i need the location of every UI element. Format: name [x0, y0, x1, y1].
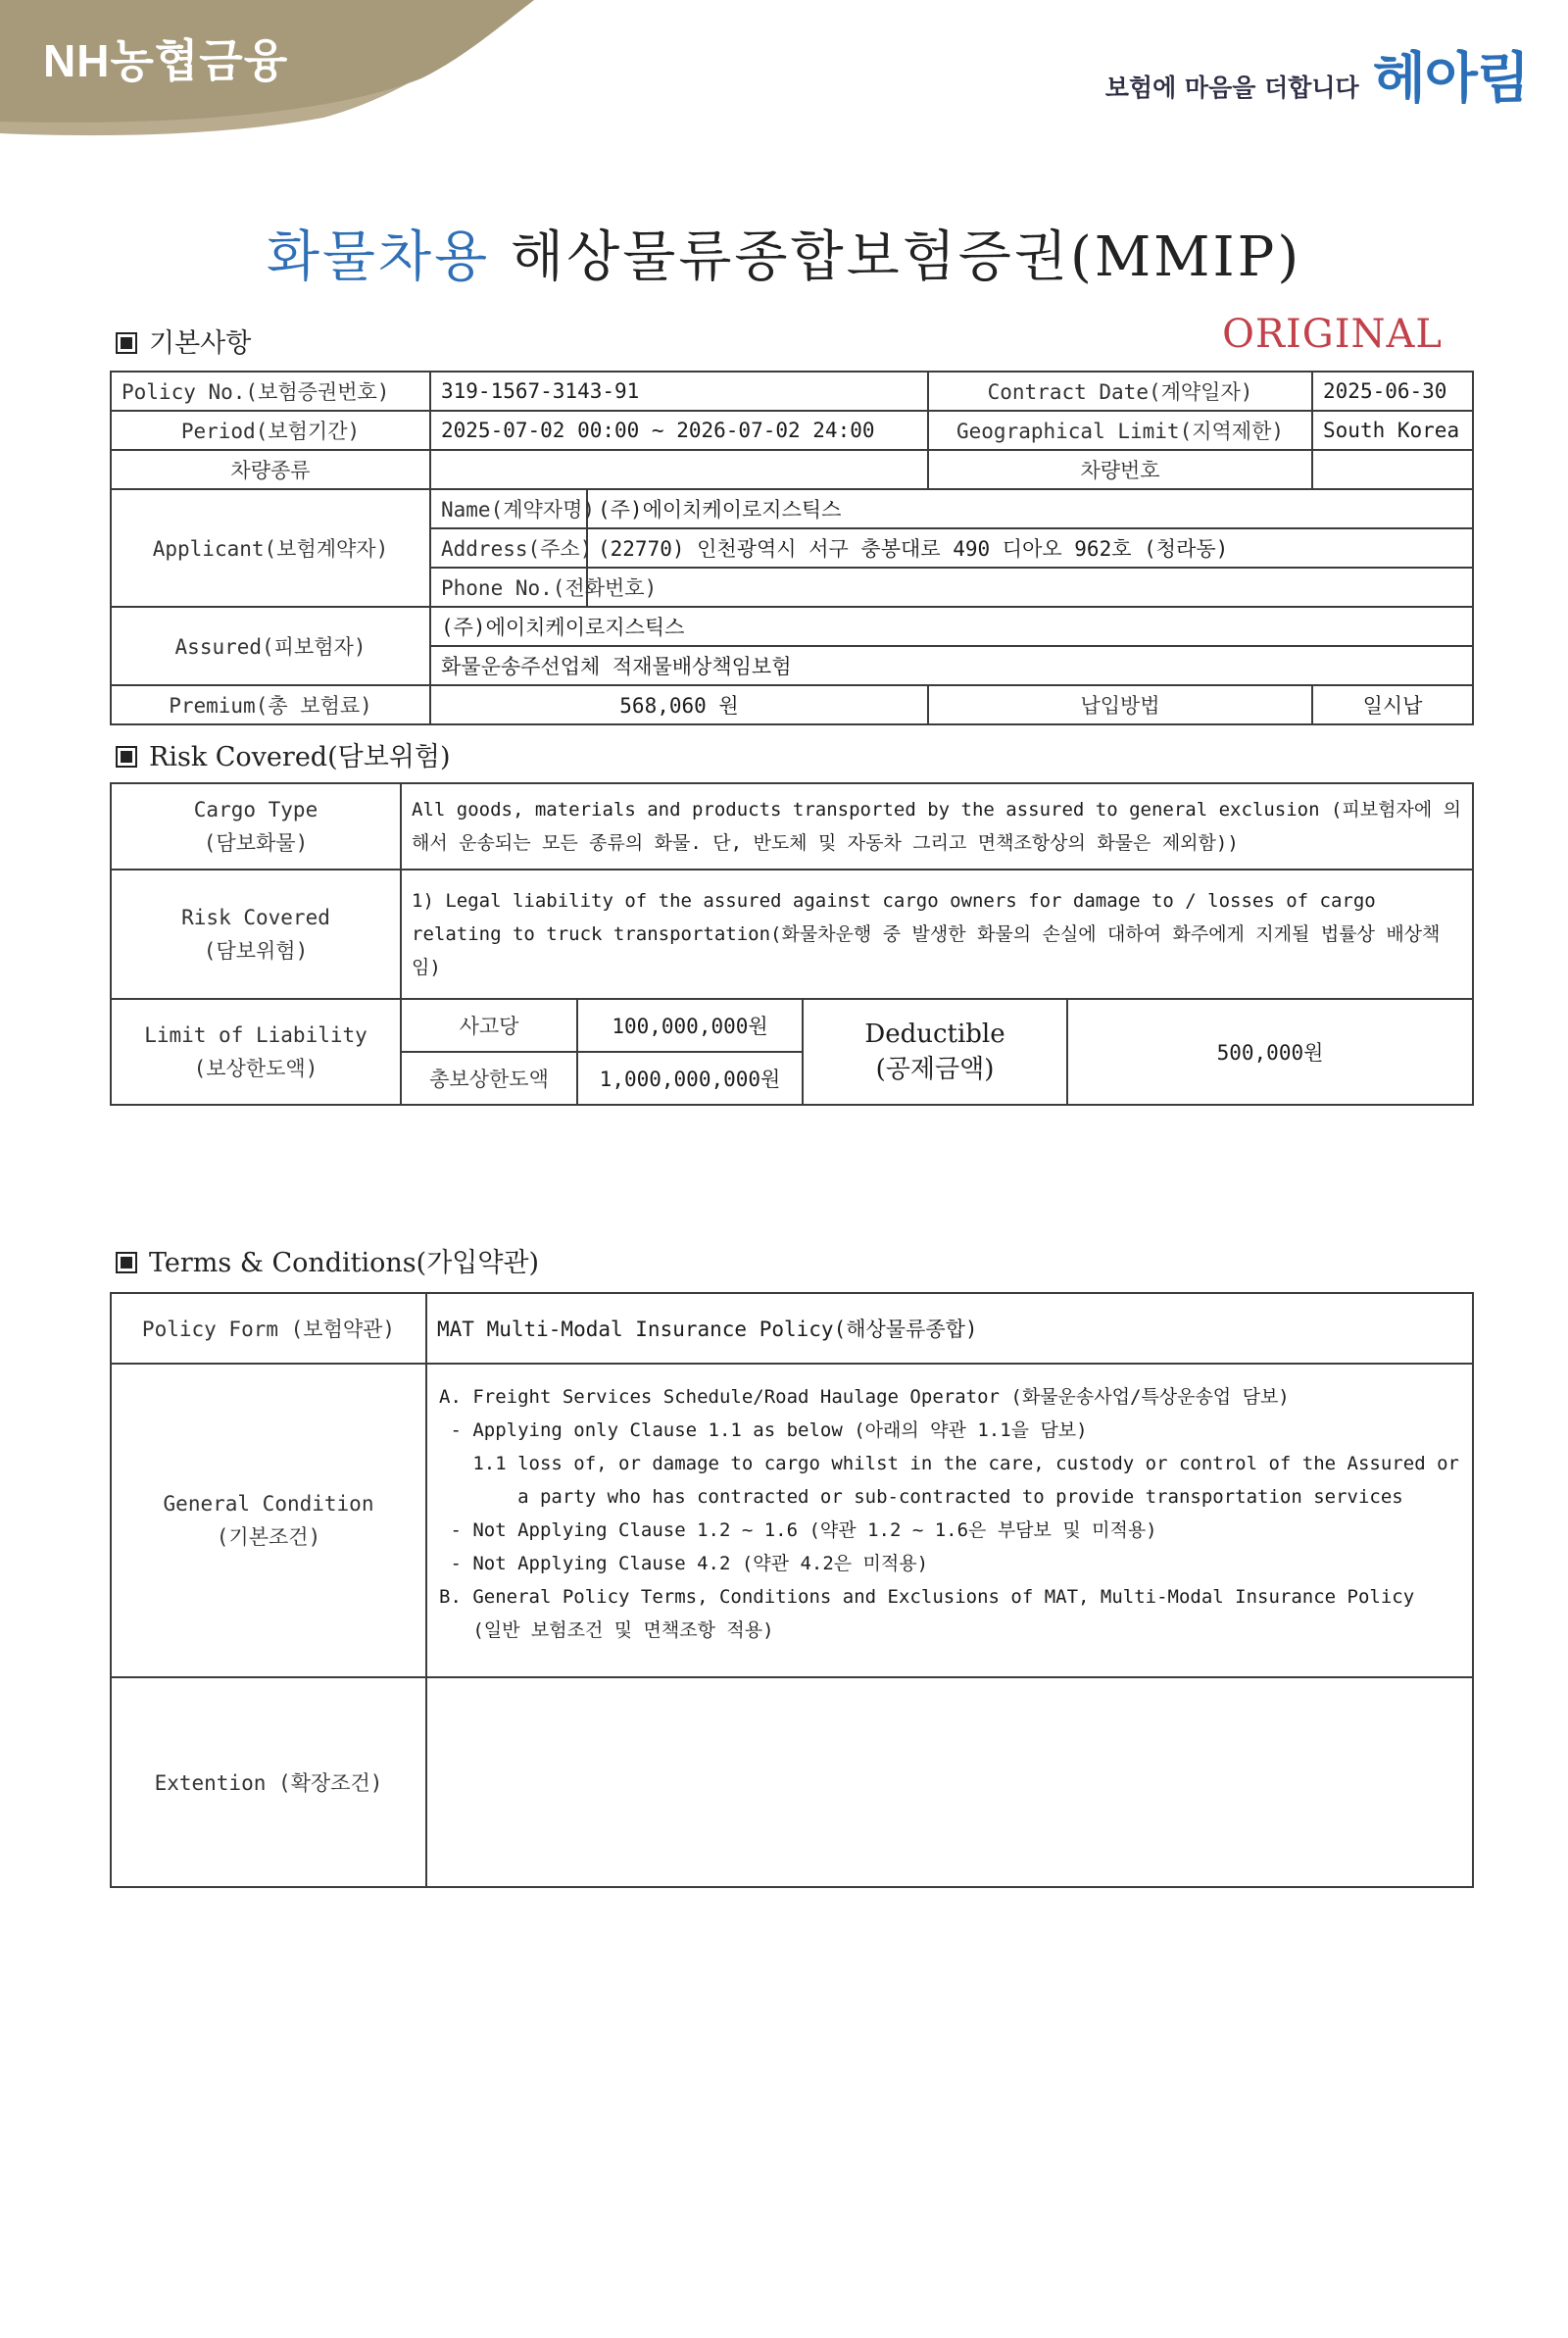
general-condition-line: 1.1 loss of, or damage to cargo whilst in the care, custody or control of the Assured or: [439, 1453, 1459, 1474]
limit-liability-label: Limit of Liability (보상한도액): [111, 999, 401, 1105]
applicant-name-value: (주)에이치케이로지스틱스: [587, 489, 1473, 528]
payment-method-label: 납입방법: [928, 685, 1312, 724]
policy-form-value: MAT Multi-Modal Insurance Policy(해상물류종합): [426, 1293, 1473, 1364]
assured-label: Assured(피보험자): [111, 607, 430, 685]
phone-label: Phone No.(전화번호): [430, 568, 587, 607]
general-condition-line: B. General Policy Terms, Conditions and Exclusions of MAT, Multi-Modal Insurance Policy: [439, 1586, 1415, 1608]
policy-form-label: Policy Form (보험약관): [111, 1293, 426, 1364]
title-main: 해상물류종합보험증권(MMIP): [511, 225, 1302, 289]
general-condition-line: - Applying only Clause 1.1 as below (아래의 약관 1.1을 담보): [439, 1419, 1088, 1441]
section-bullet-icon: [116, 1252, 137, 1273]
deductible-value: 500,000원: [1067, 999, 1473, 1105]
geo-limit-value: South Korea: [1312, 411, 1473, 450]
per-accident-value: 100,000,000원: [577, 999, 803, 1052]
contract-date-label: Contract Date(계약일자): [928, 372, 1312, 411]
extension-value: [426, 1677, 1473, 1887]
risk-covered-value: 1) Legal liability of the assured against cargo owners for damage to / losses of cargo relating to truck transportation(화물차운행 중 발생한 화물의 손실에 대하여 화주에게 지게될 법률상 배상책임): [401, 870, 1473, 999]
name-label: Name(계약자명): [430, 489, 587, 528]
general-condition-line: a party who has contracted or sub-contracted to provide transportation services: [439, 1486, 1403, 1508]
service-logo: 헤아림: [1372, 47, 1529, 111]
cargo-type-label: Cargo Type (담보화물): [111, 783, 401, 870]
period-value: 2025-07-02 00:00 ~ 2026-07-02 24:00: [430, 411, 928, 450]
geo-limit-label: Geographical Limit(지역제한): [928, 411, 1312, 450]
section-bullet-icon: [116, 332, 137, 354]
total-limit-value: 1,000,000,000원: [577, 1052, 803, 1105]
extension-label: Extention (확장조건): [111, 1677, 426, 1887]
general-condition-line: (일반 보험조건 및 면책조항 적용): [439, 1619, 774, 1641]
general-condition-text: [426, 1364, 1473, 1677]
risk-covered-table: [110, 782, 1474, 1106]
phone-value: [587, 568, 1473, 607]
general-condition-line: A. Freight Services Schedule/Road Haulage Operator (화물운송사업/특상운송업 담보): [439, 1386, 1290, 1408]
policy-no-value: 319-1567-3143-91: [430, 372, 928, 411]
section-bullet-icon: [116, 746, 137, 768]
payment-method-value: 일시납: [1312, 685, 1473, 724]
applicant-label: Applicant(보험계약자): [111, 489, 430, 607]
vehicle-no-value: [1312, 450, 1473, 489]
section-risk-heading: Risk Covered(담보위험): [116, 735, 450, 773]
period-label: Period(보험기간): [111, 411, 430, 450]
premium-label: Premium(총 보험료): [111, 685, 430, 724]
assured-note-value: 화물운송주선업체 적재물배상책임보험: [430, 646, 1473, 685]
premium-value: 568,060 원: [430, 685, 928, 724]
title-accent: 화물차용: [266, 225, 491, 289]
basic-info-table: [110, 371, 1474, 725]
original-stamp: ORIGINAL: [1222, 312, 1443, 357]
total-limit-label: 총보상한도액: [401, 1052, 577, 1105]
header-band: [0, 0, 1568, 137]
assured-name-value: (주)에이치케이로지스틱스: [430, 607, 1473, 646]
slogan-text: 보험에 마음을 더합니다: [1104, 74, 1359, 102]
document-title: [0, 214, 1568, 292]
vehicle-no-label: 차량번호: [928, 450, 1312, 489]
section-basic-heading: 기본사항: [116, 322, 251, 360]
contract-date-value: 2025-06-30: [1312, 372, 1473, 411]
slogan-group: [1105, 35, 1529, 114]
address-value: (22770) 인천광역시 서구 충봉대로 490 디아오 962호 (청라동): [587, 528, 1473, 568]
per-accident-label: 사고당: [401, 999, 577, 1052]
section-terms-heading: Terms & Conditions(가입약관): [116, 1241, 539, 1279]
brand-logo: NH농협금융: [43, 35, 289, 86]
vehicle-type-value: [430, 450, 928, 489]
cargo-type-value: All goods, materials and products transported by the assured to general exclusion (피보험자에 의해서 운송되는 모든 종류의 화물. 단, 반도체 및 자동차 그리고 면책조항상의 화물은 제외함)): [401, 783, 1473, 870]
address-label: Address(주소): [430, 528, 587, 568]
general-condition-line: - Not Applying Clause 1.2 ~ 1.6 (약관 1.2 ~ 1.6은 부담보 및 미적용): [439, 1519, 1157, 1541]
terms-table: [110, 1292, 1474, 1888]
vehicle-type-label: 차량종류: [111, 450, 430, 489]
deductible-label: Deductible (공제금액): [803, 999, 1067, 1105]
general-condition-label: General Condition (기본조건): [111, 1364, 426, 1677]
risk-covered-label: Risk Covered (담보위험): [111, 870, 401, 999]
general-condition-line: - Not Applying Clause 4.2 (약관 4.2은 미적용): [439, 1553, 929, 1574]
policy-no-label: Policy No.(보험증권번호): [111, 372, 430, 411]
